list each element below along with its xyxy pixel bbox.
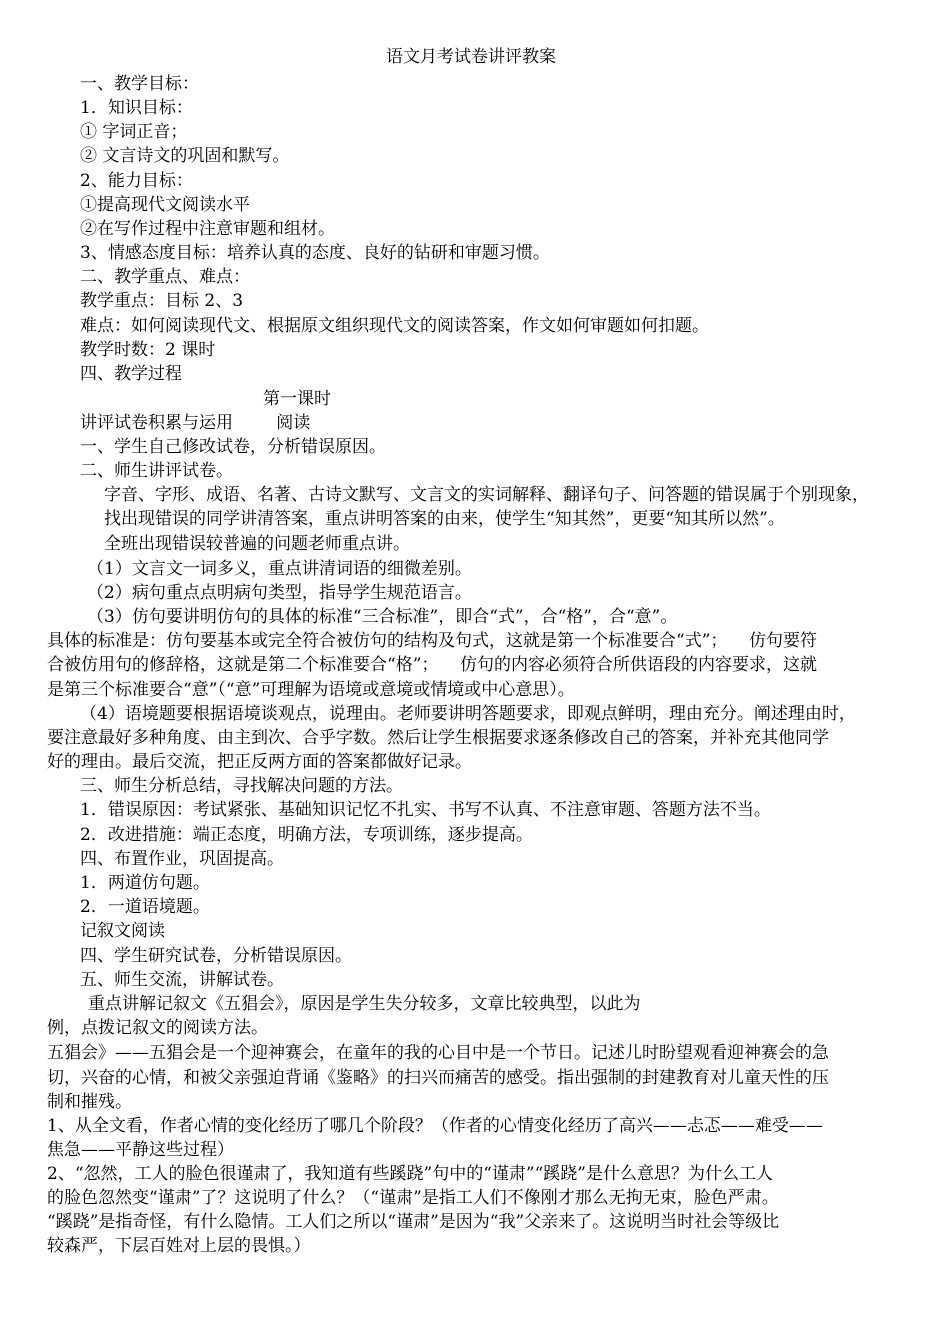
- paragraph-line: （4）语境题要根据语境谈观点，说理由。老师要讲明答题要求，即观点鲜明，理由充分。阐述理由时，: [80, 704, 856, 724]
- paragraph-line: 例，点拨记叙文的阅读方法。: [47, 1018, 268, 1038]
- lesson-heading: 第一课时: [263, 389, 331, 409]
- subsection-heading: 记叙文阅读: [80, 921, 165, 941]
- paragraph-line: 教学重点：目标 2、3: [80, 291, 244, 311]
- section-heading: 五、师生交流，讲解试卷。: [80, 970, 284, 990]
- paragraph-line: 全班出现错误较普遍的问题老师重点讲。: [104, 534, 410, 554]
- document-title: 语文月考试卷讲评教案: [386, 47, 556, 67]
- paragraph-line: 要注意最好多种角度、由主到次、合乎字数。然后让学生根据要求逐条修改自己的答案，并补充其他同学: [47, 728, 829, 748]
- paragraph-line: 找出现错误的同学讲清答案，重点讲明答案的由来，使学生“知其然”，更要“知其所以然”。: [104, 509, 785, 529]
- paragraph-line: ② 文言诗文的巩固和默写。: [80, 146, 290, 166]
- section-heading: 四、布置作业，巩固提高。: [80, 849, 284, 869]
- section-heading: 二、师生讲评试卷。: [80, 461, 233, 481]
- paragraph-line: 切，兴奋的心情，和被父亲强迫背诵《鉴略》的扫兴而痛苦的感受。指出强制的封建教育对儿童天性的压: [47, 1068, 829, 1088]
- paragraph-line: 教学时数：2 课时: [80, 340, 216, 360]
- list-item: （3）仿句要讲明仿句的具体的标准“三合标准”，即合“式”，合“格”，合“意”。: [87, 607, 678, 627]
- paragraph-line: 1．两道仿句题。: [80, 873, 210, 893]
- paragraph-line: 讲评试卷积累与运用 阅读: [80, 413, 311, 433]
- paragraph-line: 是第三个标准要合“意”（“意”可理解为语境或意境或情境或中心意思）。: [47, 680, 575, 700]
- section-heading: 二、教学重点、难点：: [80, 267, 250, 287]
- paragraph-line: 2、能力目标：: [80, 171, 193, 191]
- paragraph-line: 重点讲解记叙文《五猖会》，原因是学生失分较多，文章比较典型，以此为: [88, 994, 641, 1014]
- paragraph-line: “蹊跷”是指奇怪，有什么隐情。工人们之所以“谨肃”是因为“我”父亲来了。这说明当时社会等级比: [47, 1212, 780, 1232]
- section-heading: 一、教学目标：: [80, 74, 199, 94]
- paragraph-line: 较森严，下层百姓对上层的畏惧。）: [47, 1236, 311, 1256]
- paragraph-line: 1．错误原因：考试紧张、基础知识记忆不扎实、书写不认真、不注意审题、答题方法不当。: [80, 800, 771, 820]
- paragraph-line: 3、情感态度目标：培养认真的态度、良好的钻研和审题习惯。: [80, 243, 550, 263]
- paragraph-line: 具体的标准是：仿句要基本或完全符合被仿句的结构及句式，这就是第一个标准要合“式”； 仿句要符: [47, 631, 817, 651]
- paragraph-line: 好的理由。最后交流，把正反两方面的答案都做好记录。: [47, 752, 472, 772]
- paragraph-line: 焦急——平静这些过程）: [47, 1140, 234, 1160]
- section-heading: 四、学生研究试卷，分析错误原因。: [80, 946, 352, 966]
- paragraph-line: 难点：如何阅读现代文、根据原文组织现代文的阅读答案，作文如何审题如何扣题。: [80, 316, 709, 336]
- paragraph-line: ②在写作过程中注意审题和组材。: [80, 219, 335, 239]
- list-item: （1）文言文一词多义，重点讲清词语的细微差别。: [87, 559, 472, 579]
- paragraph-line: 2．改进措施：端正态度，明确方法，专项训练，逐步提高。: [80, 825, 533, 845]
- paragraph-line: ① 字词正音；: [80, 122, 188, 142]
- paragraph-line: 字音、字形、成语、名著、古诗文默写、文言文的实词解释、翻译句子、问答题的错误属于个别现象，: [104, 485, 869, 505]
- section-heading: 三、师生分析总结，寻找解决问题的方法。: [80, 776, 403, 796]
- paragraph-line: 五猖会》——五猖会是一个迎神赛会，在童年的我的心目中是一个节日。记述儿时盼望观看迎神赛会的急: [47, 1043, 829, 1063]
- paragraph-line: 2、“忽然，工人的脸色很谨肃了，我知道有些蹊跷”句中的“谨肃”“蹊跷”是什么意思？为什么工人: [47, 1164, 773, 1184]
- paragraph-line: 2．一道语境题。: [80, 897, 210, 917]
- paragraph-line: ①提高现代文阅读水平: [80, 195, 250, 215]
- section-heading: 四、教学过程: [80, 364, 182, 384]
- paragraph-line: 制和摧残。: [47, 1092, 132, 1112]
- paragraph-line: 合被仿用句的修辞格，这就是第二个标准要合“格”； 仿句的内容必须符合所供语段的内容要求，这就: [47, 655, 817, 675]
- paragraph-line: 1、从全文看，作者心情的变化经历了哪几个阶段？（作者的心情变化经历了高兴——忐忑——难受——: [47, 1116, 823, 1136]
- paragraph-line: 的脸色忽然变“谨肃”了？这说明了什么？（“谨肃”是指工人们不像刚才那么无拘无束，脸色严肃。: [47, 1188, 779, 1208]
- section-heading: 一、学生自己修改试卷，分析错误原因。: [80, 437, 386, 457]
- paragraph-line: 1．知识目标：: [80, 98, 193, 118]
- list-item: （2）病句重点点明病句类型，指导学生规范语言。: [87, 583, 472, 603]
